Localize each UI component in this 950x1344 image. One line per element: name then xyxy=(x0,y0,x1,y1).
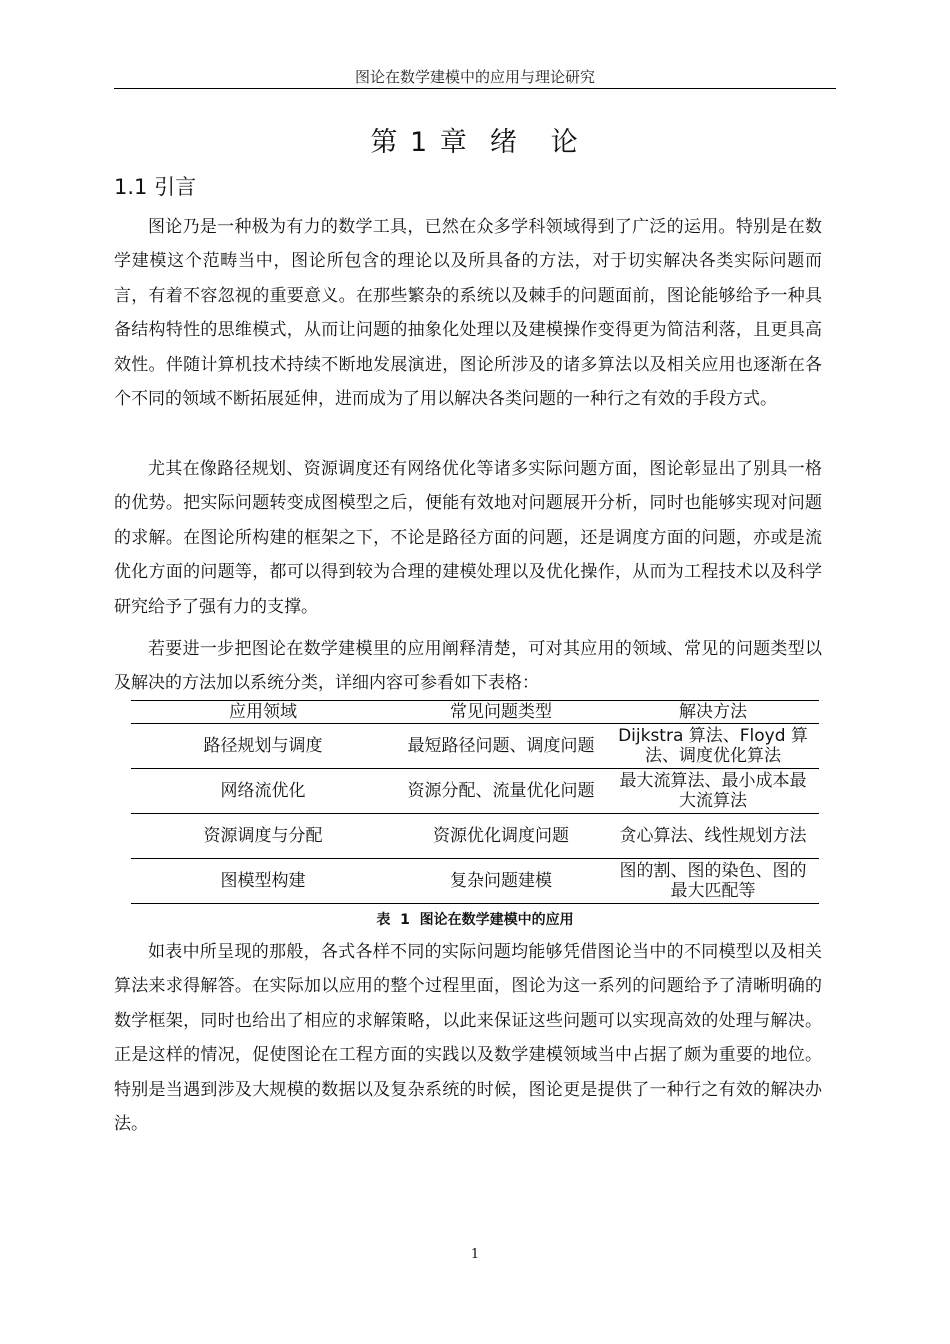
table-row xyxy=(131,859,819,904)
chapter-title: 第 1 章 绪 论 xyxy=(370,127,580,158)
paragraph-1: 图论乃是一种极为有力的数学工具，已然在众多学科领域得到了广泛的运用。特别是在数学建模这个范畴当中，图论所包含的理论以及所具备的方法，对于切实解决各类实际问题而言，有着不容忽视的重要意义。在那些繁杂的系统以及棘手的问题面前，图论能够给予一种具备结构特性的思维模式，从而让问题的抽象化处理以及建模操作变得更为简洁利落，且更具高效性。伴随计算机技术持续不断地发展演进，图论所涉及的诸多算法以及相关应用也逐渐在各个不同的领域不断拓展延伸，进而成为了用以解决各类问题的一种行之有效的手段方式。 xyxy=(114,217,822,410)
table-cell: 网络流优化 xyxy=(131,769,395,814)
table-cell: 图模型构建 xyxy=(220,871,306,891)
table-cell: 资源优化调度问题 xyxy=(395,814,607,859)
table-cell: 路径规划与调度 xyxy=(131,724,395,769)
table-row xyxy=(131,724,819,769)
table-header-cell: 常见问题类型 xyxy=(395,701,607,724)
table-header-cell: 应用领域 xyxy=(131,701,395,724)
table-cell: 最大流算法、最小成本最大流算法 xyxy=(607,769,819,814)
running-header: 图论在数学建模中的应用与理论研究 xyxy=(354,68,595,86)
table-cell: 最短路径问题、调度问题 xyxy=(395,724,607,769)
table-row xyxy=(131,769,819,814)
table-cell: 资源分配、流量优化问题 xyxy=(395,769,607,814)
section-title: 1.1 引言 xyxy=(114,175,197,199)
page-number: 1 xyxy=(470,1247,480,1262)
paragraph-3: 若要进一步把图论在数学建模里的应用阐释清楚，可对其应用的领域、常见的问题类型以及解决的方法加以系统分类，详细内容可参看如下表格： xyxy=(114,639,822,694)
application-table xyxy=(131,700,819,904)
table-cell: Dijkstra 算法、Floyd 算法、调度优化算法 xyxy=(607,724,819,769)
header-rule xyxy=(114,88,836,89)
table-row xyxy=(131,814,819,859)
table-cell: 图的割、图的染色、图的最大匹配等 xyxy=(619,861,807,901)
table-cell: 复杂问题建模 xyxy=(450,871,552,891)
table-caption: 表 1 图论在数学建模中的应用 xyxy=(376,912,574,928)
table-header-cell: 解决方法 xyxy=(607,701,819,724)
paragraph-2: 尤其在像路径规划、资源调度还有网络优化等诸多实际问题方面，图论彰显出了别具一格的优势。把实际问题转变成图模型之后，便能有效地对问题展开分析，同时也能够实现对问题的求解。在图论所构建的框架之下，不论是路径方面的问题，还是调度方面的问题，亦或是流优化方面的问题等，都可以得到较为合理的建模处理以及优化操作，从而为工程技术以及科学研究给予了强有力的支撑。 xyxy=(114,459,822,617)
table-cell: 贪心算法、线性规划方法 xyxy=(607,814,819,859)
paragraph-4: 如表中所呈现的那般，各式各样不同的实际问题均能够凭借图论当中的不同模型以及相关算法来求得解答。在实际加以应用的整个过程里面，图论为这一系列的问题给予了清晰明确的数学框架，同时也给出了相应的求解策略，以此来保证这些问题可以实现高效的处理与解决。正是这样的情况，促使图论在工程方面的实践以及数学建模领域当中占据了颇为重要的地位。特别是当遇到涉及大规模的数据以及复杂系统的时候，图论更是提供了一种行之有效的解决办法。 xyxy=(114,942,822,1135)
table-cell: 资源调度与分配 xyxy=(131,814,395,859)
table-header-row xyxy=(131,701,819,724)
